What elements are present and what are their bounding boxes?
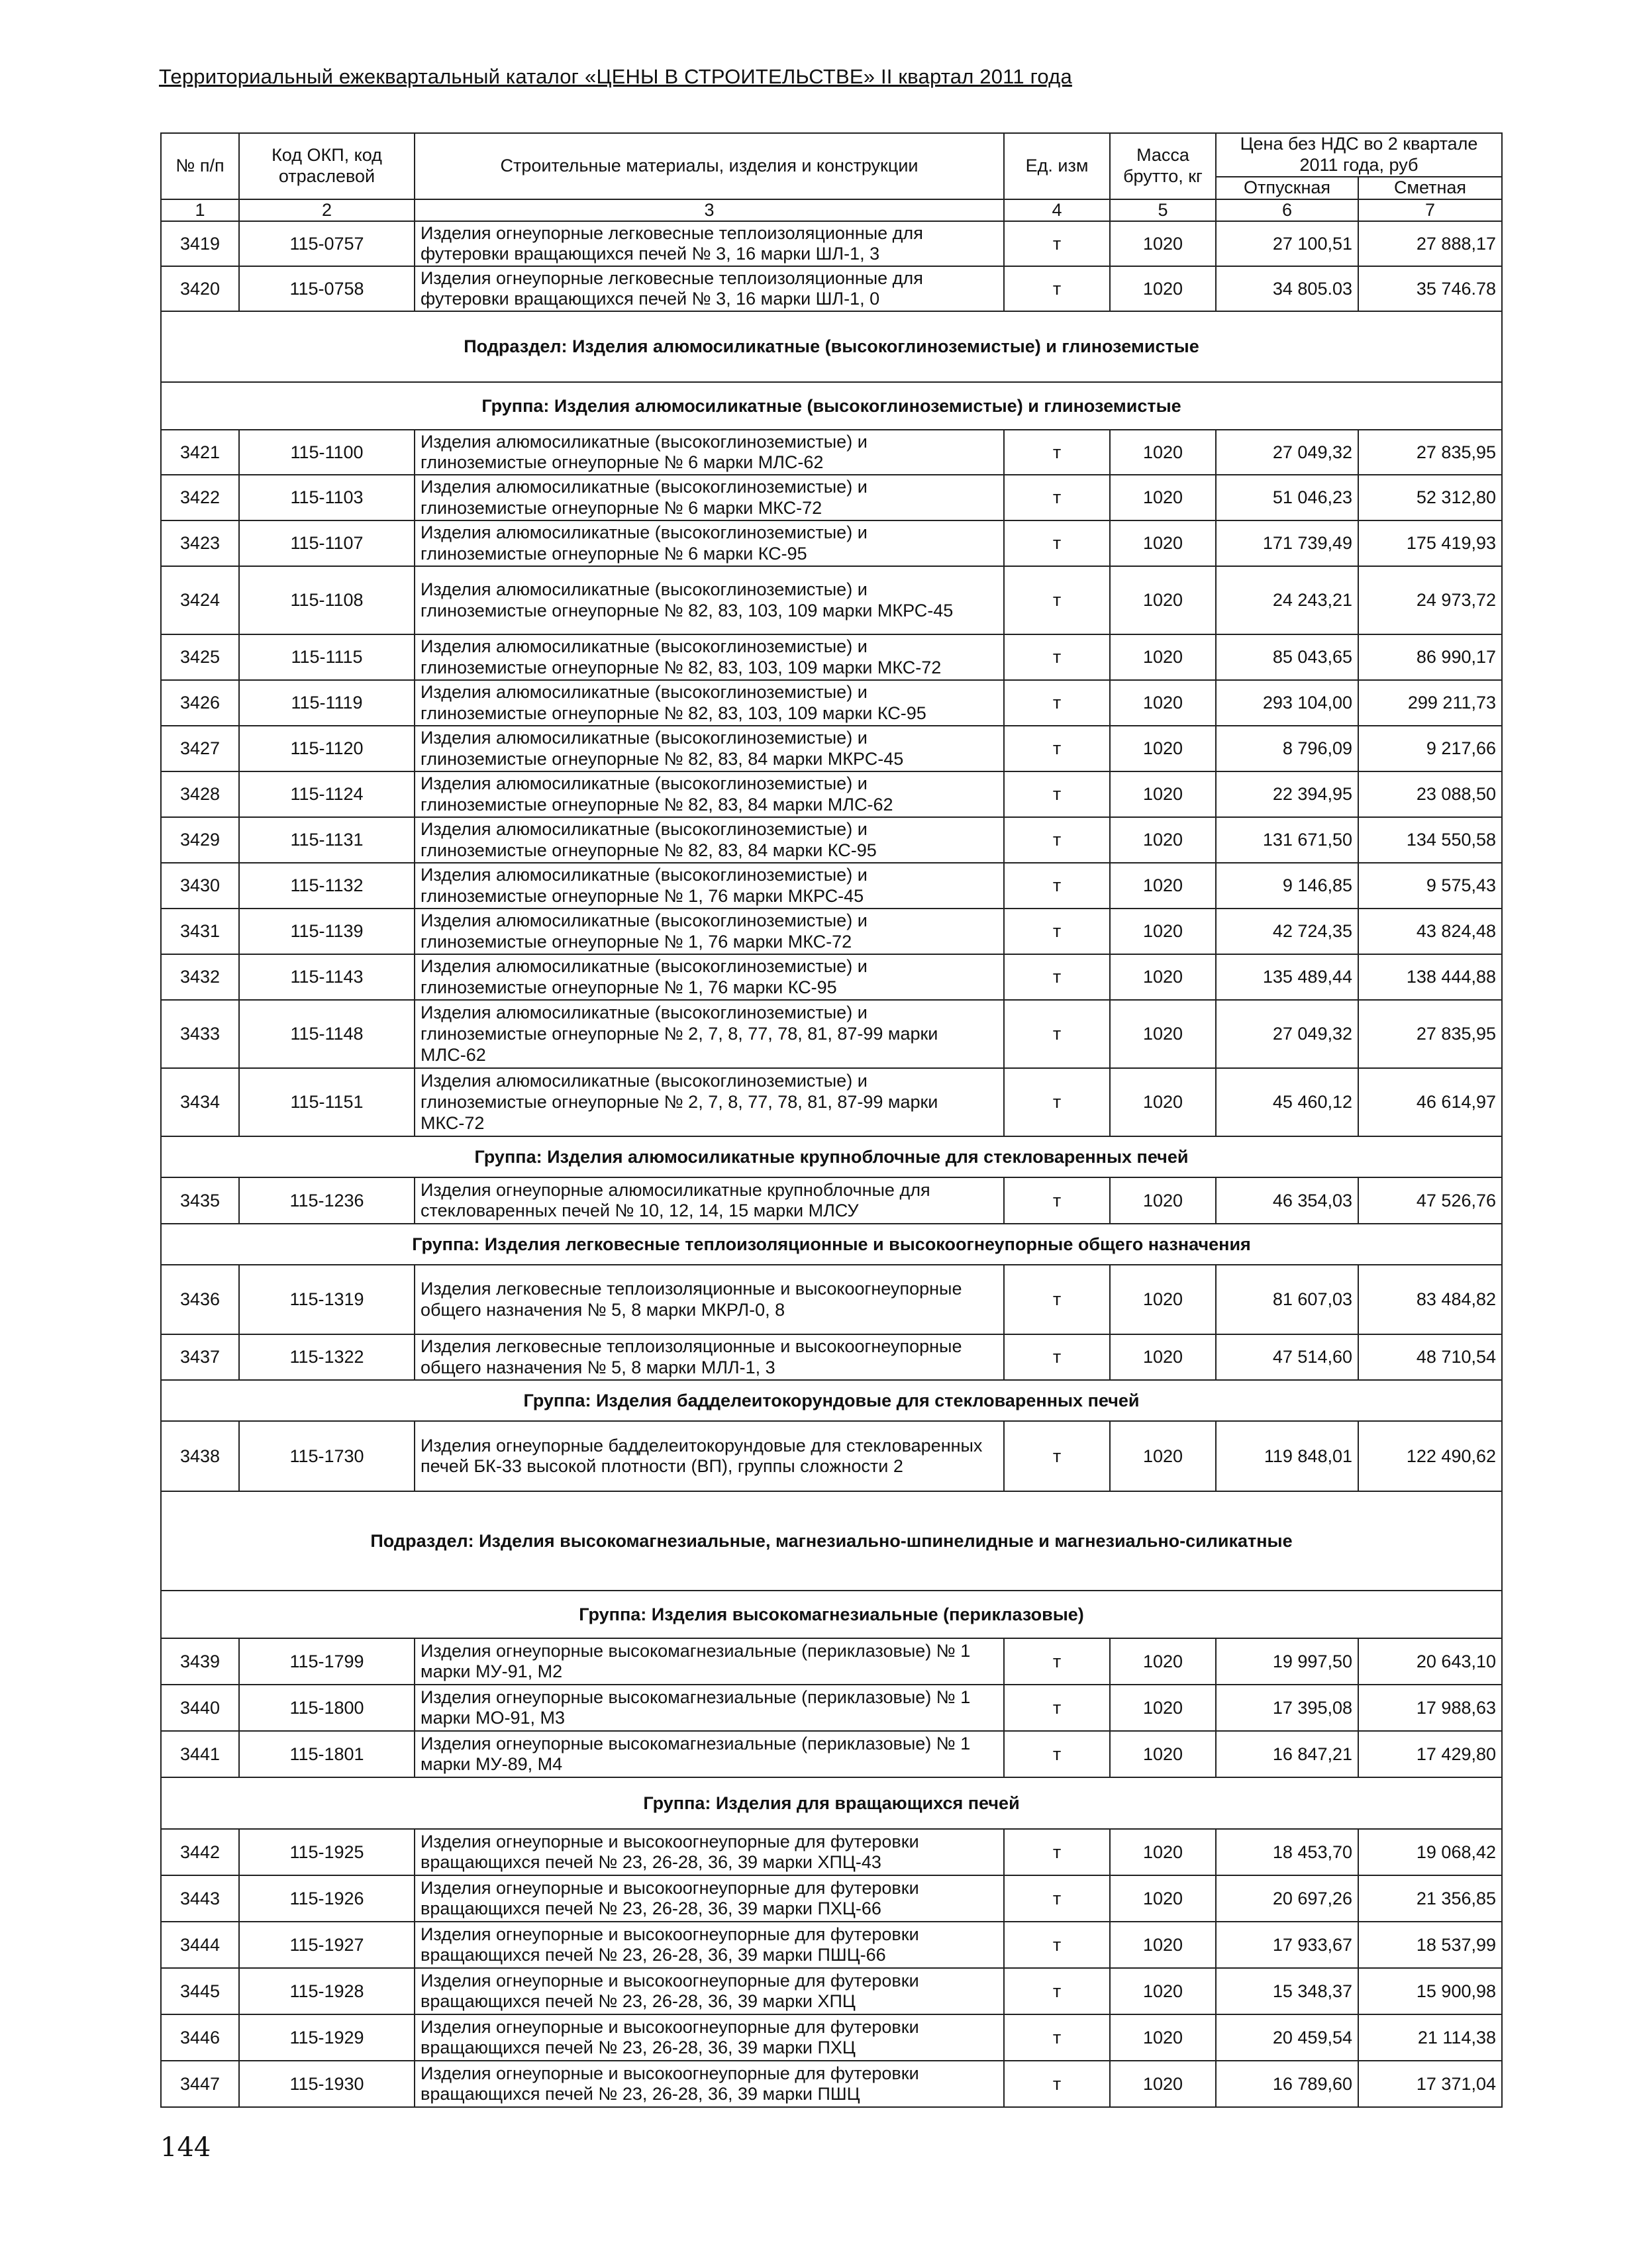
release-price-cell: 51 046,23 [1216, 475, 1358, 520]
gross-mass-cell: 1020 [1110, 726, 1216, 771]
okp-code-cell: 115-1930 [239, 2061, 415, 2107]
table-row [161, 771, 1502, 817]
gross-mass-cell: 1020 [1110, 680, 1216, 726]
okp-code-cell: 115-1124 [239, 771, 415, 817]
gross-mass-cell: 1020 [1110, 1829, 1216, 1875]
material-name-cell: Изделия огнеупорные высокомагнезиальные (периклазовые) № 1 марки МО-91, М3 [415, 1685, 1004, 1731]
gross-mass-cell: 1020 [1110, 1000, 1216, 1068]
gross-mass-cell: 1020 [1110, 566, 1216, 634]
row-number-cell: 3422 [161, 475, 239, 520]
column-number: 3 [415, 199, 1004, 222]
table-row [161, 566, 1502, 634]
release-price-cell: 119 848,01 [1216, 1421, 1358, 1491]
row-number-cell: 3436 [161, 1265, 239, 1334]
release-price-cell: 20 697,26 [1216, 1875, 1358, 1922]
material-name-cell: Изделия огнеупорные легковесные теплоизоляционные для футеровки вращающихся печей № 3, 16 марки ШЛ-1, 0 [415, 266, 1004, 311]
unit-cell: т [1004, 1922, 1110, 1968]
group-row [161, 1224, 1502, 1265]
table-row [161, 909, 1502, 954]
table-row [161, 1875, 1502, 1922]
header-row [161, 133, 1502, 177]
gross-mass-cell: 1020 [1110, 1731, 1216, 1777]
unit-cell: т [1004, 909, 1110, 954]
gross-mass-cell: 1020 [1110, 2014, 1216, 2061]
header-mass: Масса брутто, кг [1110, 133, 1216, 199]
group-row [161, 1777, 1502, 1829]
release-price-cell: 17 933,67 [1216, 1922, 1358, 1968]
table-row [161, 1000, 1502, 1068]
release-price-cell: 135 489,44 [1216, 954, 1358, 1000]
unit-cell: т [1004, 1875, 1110, 1922]
material-name-cell: Изделия алюмосиликатные (высокоглиноземистые) и глиноземистые огнеупорные № 2, 7, 8, 77, 78, 81, 87-99 марки МКС-72 [415, 1068, 1004, 1136]
unit-cell: т [1004, 1265, 1110, 1334]
group-row [161, 1380, 1502, 1421]
estimate-price-cell: 299 211,73 [1358, 680, 1502, 726]
row-number-cell: 3428 [161, 771, 239, 817]
release-price-cell: 8 796,09 [1216, 726, 1358, 771]
unit-cell: т [1004, 1000, 1110, 1068]
catalog-header: Территориальный ежеквартальный каталог «ЦЕНЫ В СТРОИТЕЛЬСТВЕ» II квартал 2011 года [159, 65, 1072, 88]
material-name-cell: Изделия легковесные теплоизоляционные и высокоогнеупорные общего назначения № 5, 8 марки МЛЛ-1, 3 [415, 1334, 1004, 1380]
okp-code-cell: 115-1120 [239, 726, 415, 771]
gross-mass-cell: 1020 [1110, 1638, 1216, 1685]
gross-mass-cell: 1020 [1110, 475, 1216, 520]
material-name-cell: Изделия огнеупорные высокомагнезиальные (периклазовые) № 1 марки МУ-89, М4 [415, 1731, 1004, 1777]
material-name-cell: Изделия алюмосиликатные (высокоглиноземистые) и глиноземистые огнеупорные № 82, 83, 103, 109 марки МКРС-45 [415, 566, 1004, 634]
gross-mass-cell: 1020 [1110, 1922, 1216, 1968]
estimate-price-cell: 47 526,76 [1358, 1177, 1502, 1224]
table-row [161, 1731, 1502, 1777]
release-price-cell: 46 354,03 [1216, 1177, 1358, 1224]
estimate-price-cell: 20 643,10 [1358, 1638, 1502, 1685]
release-price-cell: 17 395,08 [1216, 1685, 1358, 1731]
gross-mass-cell: 1020 [1110, 771, 1216, 817]
header-price-release: Отпускная [1216, 177, 1358, 199]
unit-cell: т [1004, 1068, 1110, 1136]
row-number-cell: 3421 [161, 430, 239, 475]
okp-code-cell: 115-0758 [239, 266, 415, 311]
estimate-price-cell: 52 312,80 [1358, 475, 1502, 520]
gross-mass-cell: 1020 [1110, 430, 1216, 475]
estimate-price-cell: 48 710,54 [1358, 1334, 1502, 1380]
row-number-cell: 3426 [161, 680, 239, 726]
table-row [161, 1968, 1502, 2014]
release-price-cell: 19 997,50 [1216, 1638, 1358, 1685]
okp-code-cell: 115-1801 [239, 1731, 415, 1777]
unit-cell: т [1004, 475, 1110, 520]
price-table [160, 132, 1503, 2108]
release-price-cell: 42 724,35 [1216, 909, 1358, 954]
estimate-price-cell: 9 575,43 [1358, 863, 1502, 909]
material-name-cell: Изделия огнеупорные и высокоогнеупорные для футеровки вращающихся печей № 23, 26-28, 36, 39 марки ПШЦ [415, 2061, 1004, 2107]
gross-mass-cell: 1020 [1110, 1265, 1216, 1334]
okp-code-cell: 115-1103 [239, 475, 415, 520]
table-row [161, 1265, 1502, 1334]
group-title: Группа: Изделия бадделеитокорундовые для стекловаренных печей [161, 1380, 1502, 1421]
unit-cell: т [1004, 266, 1110, 311]
estimate-price-cell: 17 429,80 [1358, 1731, 1502, 1777]
estimate-price-cell: 15 900,98 [1358, 1968, 1502, 2014]
subsection-title: Подраздел: Изделия высокомагнезиальные, магнезиально-шпинелидные и магнезиально-силикатные [161, 1491, 1502, 1591]
estimate-price-cell: 122 490,62 [1358, 1421, 1502, 1491]
group-title: Группа: Изделия высокомагнезиальные (периклазовые) [161, 1591, 1502, 1638]
material-name-cell: Изделия алюмосиликатные (высокоглиноземистые) и глиноземистые огнеупорные № 2, 7, 8, 77, 78, 81, 87-99 марки МЛС-62 [415, 1000, 1004, 1068]
unit-cell: т [1004, 726, 1110, 771]
gross-mass-cell: 1020 [1110, 954, 1216, 1000]
row-number-cell: 3433 [161, 1000, 239, 1068]
material-name-cell: Изделия легковесные теплоизоляционные и высокоогнеупорные общего назначения № 5, 8 марки МКРЛ-0, 8 [415, 1265, 1004, 1334]
group-row [161, 1136, 1502, 1177]
release-price-cell: 171 739,49 [1216, 520, 1358, 566]
row-number-cell: 3438 [161, 1421, 239, 1491]
group-title: Группа: Изделия алюмосиликатные (высокоглиноземистые) и глиноземистые [161, 382, 1502, 430]
row-number-cell: 3429 [161, 817, 239, 863]
estimate-price-cell: 46 614,97 [1358, 1068, 1502, 1136]
okp-code-cell: 115-0757 [239, 221, 415, 266]
material-name-cell: Изделия огнеупорные бадделеитокорундовые для стекловаренных печей БК-33 высокой плотности (ВП), группы сложности 2 [415, 1421, 1004, 1491]
material-name-cell: Изделия огнеупорные легковесные теплоизоляционные для футеровки вращающихся печей № 3, 16 марки ШЛ-1, 3 [415, 221, 1004, 266]
unit-cell: т [1004, 817, 1110, 863]
row-number-cell: 3441 [161, 1731, 239, 1777]
estimate-price-cell: 21 356,85 [1358, 1875, 1502, 1922]
table-row [161, 1922, 1502, 1968]
release-price-cell: 45 460,12 [1216, 1068, 1358, 1136]
column-number-row [161, 199, 1502, 222]
estimate-price-cell: 21 114,38 [1358, 2014, 1502, 2061]
column-number: 2 [239, 199, 415, 222]
table-row [161, 863, 1502, 909]
estimate-price-cell: 175 419,93 [1358, 520, 1502, 566]
estimate-price-cell: 23 088,50 [1358, 771, 1502, 817]
gross-mass-cell: 1020 [1110, 909, 1216, 954]
column-number: 6 [1216, 199, 1358, 222]
table-row [161, 1068, 1502, 1136]
material-name-cell: Изделия огнеупорные и высокоогнеупорные для футеровки вращающихся печей № 23, 26-28, 36, 39 марки ПХЦ-66 [415, 1875, 1004, 1922]
table-row [161, 520, 1502, 566]
okp-code-cell: 115-1929 [239, 2014, 415, 2061]
unit-cell: т [1004, 2014, 1110, 2061]
row-number-cell: 3437 [161, 1334, 239, 1380]
row-number-cell: 3439 [161, 1638, 239, 1685]
release-price-cell: 16 847,21 [1216, 1731, 1358, 1777]
material-name-cell: Изделия алюмосиликатные (высокоглиноземистые) и глиноземистые огнеупорные № 6 марки МКС-72 [415, 475, 1004, 520]
group-title: Группа: Изделия для вращающихся печей [161, 1777, 1502, 1829]
okp-code-cell: 115-1108 [239, 566, 415, 634]
row-number-cell: 3430 [161, 863, 239, 909]
row-number-cell: 3424 [161, 566, 239, 634]
column-number: 5 [1110, 199, 1216, 222]
okp-code-cell: 115-1131 [239, 817, 415, 863]
material-name-cell: Изделия алюмосиликатные (высокоглиноземистые) и глиноземистые огнеупорные № 82, 83, 103, 109 марки КС-95 [415, 680, 1004, 726]
estimate-price-cell: 17 988,63 [1358, 1685, 1502, 1731]
estimate-price-cell: 134 550,58 [1358, 817, 1502, 863]
okp-code-cell: 115-1800 [239, 1685, 415, 1731]
header-unit: Ед. изм [1004, 133, 1110, 199]
row-number-cell: 3434 [161, 1068, 239, 1136]
unit-cell: т [1004, 680, 1110, 726]
column-number: 7 [1358, 199, 1502, 222]
unit-cell: т [1004, 1421, 1110, 1491]
release-price-cell: 27 049,32 [1216, 1000, 1358, 1068]
okp-code-cell: 115-1107 [239, 520, 415, 566]
release-price-cell: 22 394,95 [1216, 771, 1358, 817]
release-price-cell: 9 146,85 [1216, 863, 1358, 909]
row-number-cell: 3447 [161, 2061, 239, 2107]
unit-cell: т [1004, 520, 1110, 566]
release-price-cell: 15 348,37 [1216, 1968, 1358, 2014]
material-name-cell: Изделия огнеупорные алюмосиликатные крупноблочные для стекловаренных печей № 10, 12, 14, 15 марки МЛСУ [415, 1177, 1004, 1224]
estimate-price-cell: 27 835,95 [1358, 430, 1502, 475]
row-number-cell: 3444 [161, 1922, 239, 1968]
material-name-cell: Изделия алюмосиликатные (высокоглиноземистые) и глиноземистые огнеупорные № 82, 83, 84 марки МКРС-45 [415, 726, 1004, 771]
release-price-cell: 81 607,03 [1216, 1265, 1358, 1334]
release-price-cell: 16 789,60 [1216, 2061, 1358, 2107]
group-row [161, 382, 1502, 430]
unit-cell: т [1004, 863, 1110, 909]
gross-mass-cell: 1020 [1110, 1177, 1216, 1224]
unit-cell: т [1004, 1731, 1110, 1777]
row-number-cell: 3427 [161, 726, 239, 771]
header-price-estimate: Сметная [1358, 177, 1502, 199]
subsection-title: Подраздел: Изделия алюмосиликатные (высокоглиноземистые) и глиноземистые [161, 311, 1502, 382]
table-row [161, 634, 1502, 680]
okp-code-cell: 115-1151 [239, 1068, 415, 1136]
release-price-cell: 85 043,65 [1216, 634, 1358, 680]
unit-cell: т [1004, 954, 1110, 1000]
estimate-price-cell: 43 824,48 [1358, 909, 1502, 954]
unit-cell: т [1004, 1638, 1110, 1685]
material-name-cell: Изделия огнеупорные и высокоогнеупорные для футеровки вращающихся печей № 23, 26-28, 36, 39 марки ПХЦ [415, 2014, 1004, 2061]
okp-code-cell: 115-1319 [239, 1265, 415, 1334]
table-row [161, 1177, 1502, 1224]
unit-cell: т [1004, 1177, 1110, 1224]
okp-code-cell: 115-1925 [239, 1829, 415, 1875]
unit-cell: т [1004, 1829, 1110, 1875]
okp-code-cell: 115-1322 [239, 1334, 415, 1380]
unit-cell: т [1004, 1685, 1110, 1731]
release-price-cell: 47 514,60 [1216, 1334, 1358, 1380]
row-number-cell: 3419 [161, 221, 239, 266]
material-name-cell: Изделия алюмосиликатные (высокоглиноземистые) и глиноземистые огнеупорные № 1, 76 марки КС-95 [415, 954, 1004, 1000]
header-num: № п/п [161, 133, 239, 199]
okp-code-cell: 115-1100 [239, 430, 415, 475]
okp-code-cell: 115-1730 [239, 1421, 415, 1491]
unit-cell: т [1004, 566, 1110, 634]
gross-mass-cell: 1020 [1110, 634, 1216, 680]
unit-cell: т [1004, 634, 1110, 680]
row-number-cell: 3431 [161, 909, 239, 954]
page-number: 144 [160, 2132, 211, 2163]
row-number-cell: 3435 [161, 1177, 239, 1224]
okp-code-cell: 115-1143 [239, 954, 415, 1000]
table-row [161, 817, 1502, 863]
table-row [161, 475, 1502, 520]
release-price-cell: 293 104,00 [1216, 680, 1358, 726]
row-number-cell: 3423 [161, 520, 239, 566]
table-row [161, 1829, 1502, 1875]
header-price: Цена без НДС во 2 квартале 2011 года, руб [1216, 133, 1502, 177]
table-body [161, 133, 1502, 2107]
row-number-cell: 3445 [161, 1968, 239, 2014]
subsection-row [161, 311, 1502, 382]
gross-mass-cell: 1020 [1110, 266, 1216, 311]
header-code: Код ОКП, код отраслевой [239, 133, 415, 199]
table-row [161, 430, 1502, 475]
estimate-price-cell: 9 217,66 [1358, 726, 1502, 771]
material-name-cell: Изделия алюмосиликатные (высокоглиноземистые) и глиноземистые огнеупорные № 82, 83, 103, 109 марки МКС-72 [415, 634, 1004, 680]
unit-cell: т [1004, 1968, 1110, 2014]
group-row [161, 1591, 1502, 1638]
okp-code-cell: 115-1115 [239, 634, 415, 680]
row-number-cell: 3420 [161, 266, 239, 311]
estimate-price-cell: 86 990,17 [1358, 634, 1502, 680]
material-name-cell: Изделия огнеупорные высокомагнезиальные (периклазовые) № 1 марки МУ-91, М2 [415, 1638, 1004, 1685]
table-row [161, 266, 1502, 311]
material-name-cell: Изделия огнеупорные и высокоогнеупорные для футеровки вращающихся печей № 23, 26-28, 36, 39 марки ХПЦ-43 [415, 1829, 1004, 1875]
release-price-cell: 27 049,32 [1216, 430, 1358, 475]
column-number: 1 [161, 199, 239, 222]
unit-cell: т [1004, 2061, 1110, 2107]
row-number-cell: 3443 [161, 1875, 239, 1922]
group-title: Группа: Изделия алюмосиликатные крупноблочные для стекловаренных печей [161, 1136, 1502, 1177]
table-row [161, 726, 1502, 771]
okp-code-cell: 115-1926 [239, 1875, 415, 1922]
gross-mass-cell: 1020 [1110, 1875, 1216, 1922]
row-number-cell: 3425 [161, 634, 239, 680]
column-number: 4 [1004, 199, 1110, 222]
estimate-price-cell: 17 371,04 [1358, 2061, 1502, 2107]
gross-mass-cell: 1020 [1110, 1685, 1216, 1731]
estimate-price-cell: 27 888,17 [1358, 221, 1502, 266]
header-name: Строительные материалы, изделия и конструкции [415, 133, 1004, 199]
release-price-cell: 18 453,70 [1216, 1829, 1358, 1875]
release-price-cell: 131 671,50 [1216, 817, 1358, 863]
material-name-cell: Изделия огнеупорные и высокоогнеупорные для футеровки вращающихся печей № 23, 26-28, 36, 39 марки ХПЦ [415, 1968, 1004, 2014]
okp-code-cell: 115-1928 [239, 1968, 415, 2014]
estimate-price-cell: 19 068,42 [1358, 1829, 1502, 1875]
row-number-cell: 3446 [161, 2014, 239, 2061]
row-number-cell: 3442 [161, 1829, 239, 1875]
table-row [161, 680, 1502, 726]
okp-code-cell: 115-1799 [239, 1638, 415, 1685]
material-name-cell: Изделия алюмосиликатные (высокоглиноземистые) и глиноземистые огнеупорные № 82, 83, 84 марки МЛС-62 [415, 771, 1004, 817]
material-name-cell: Изделия алюмосиликатные (высокоглиноземистые) и глиноземистые огнеупорные № 1, 76 марки МКС-72 [415, 909, 1004, 954]
table-row [161, 1421, 1502, 1491]
table-row [161, 2061, 1502, 2107]
release-price-cell: 27 100,51 [1216, 221, 1358, 266]
gross-mass-cell: 1020 [1110, 1334, 1216, 1380]
estimate-price-cell: 35 746.78 [1358, 266, 1502, 311]
okp-code-cell: 115-1119 [239, 680, 415, 726]
gross-mass-cell: 1020 [1110, 817, 1216, 863]
release-price-cell: 20 459,54 [1216, 2014, 1358, 2061]
subsection-row [161, 1491, 1502, 1591]
material-name-cell: Изделия алюмосиликатные (высокоглиноземистые) и глиноземистые огнеупорные № 6 марки КС-95 [415, 520, 1004, 566]
estimate-price-cell: 83 484,82 [1358, 1265, 1502, 1334]
release-price-cell: 24 243,21 [1216, 566, 1358, 634]
unit-cell: т [1004, 771, 1110, 817]
okp-code-cell: 115-1132 [239, 863, 415, 909]
gross-mass-cell: 1020 [1110, 221, 1216, 266]
table-row [161, 221, 1502, 266]
okp-code-cell: 115-1927 [239, 1922, 415, 1968]
unit-cell: т [1004, 430, 1110, 475]
unit-cell: т [1004, 1334, 1110, 1380]
gross-mass-cell: 1020 [1110, 1968, 1216, 2014]
estimate-price-cell: 18 537,99 [1358, 1922, 1502, 1968]
gross-mass-cell: 1020 [1110, 863, 1216, 909]
okp-code-cell: 115-1236 [239, 1177, 415, 1224]
okp-code-cell: 115-1139 [239, 909, 415, 954]
gross-mass-cell: 1020 [1110, 1421, 1216, 1491]
row-number-cell: 3440 [161, 1685, 239, 1731]
release-price-cell: 34 805.03 [1216, 266, 1358, 311]
row-number-cell: 3432 [161, 954, 239, 1000]
table-row [161, 1685, 1502, 1731]
table-row [161, 1334, 1502, 1380]
gross-mass-cell: 1020 [1110, 520, 1216, 566]
material-name-cell: Изделия алюмосиликатные (высокоглиноземистые) и глиноземистые огнеупорные № 1, 76 марки МКРС-45 [415, 863, 1004, 909]
material-name-cell: Изделия алюмосиликатные (высокоглиноземистые) и глиноземистые огнеупорные № 82, 83, 84 марки КС-95 [415, 817, 1004, 863]
estimate-price-cell: 24 973,72 [1358, 566, 1502, 634]
table-row [161, 1638, 1502, 1685]
unit-cell: т [1004, 221, 1110, 266]
estimate-price-cell: 138 444,88 [1358, 954, 1502, 1000]
gross-mass-cell: 1020 [1110, 1068, 1216, 1136]
estimate-price-cell: 27 835,95 [1358, 1000, 1502, 1068]
gross-mass-cell: 1020 [1110, 2061, 1216, 2107]
okp-code-cell: 115-1148 [239, 1000, 415, 1068]
table-row [161, 2014, 1502, 2061]
material-name-cell: Изделия огнеупорные и высокоогнеупорные для футеровки вращающихся печей № 23, 26-28, 36, 39 марки ПШЦ-66 [415, 1922, 1004, 1968]
table-row [161, 954, 1502, 1000]
material-name-cell: Изделия алюмосиликатные (высокоглиноземистые) и глиноземистые огнеупорные № 6 марки МЛС-62 [415, 430, 1004, 475]
group-title: Группа: Изделия легковесные теплоизоляционные и высокоогнеупорные общего назначения [161, 1224, 1502, 1265]
